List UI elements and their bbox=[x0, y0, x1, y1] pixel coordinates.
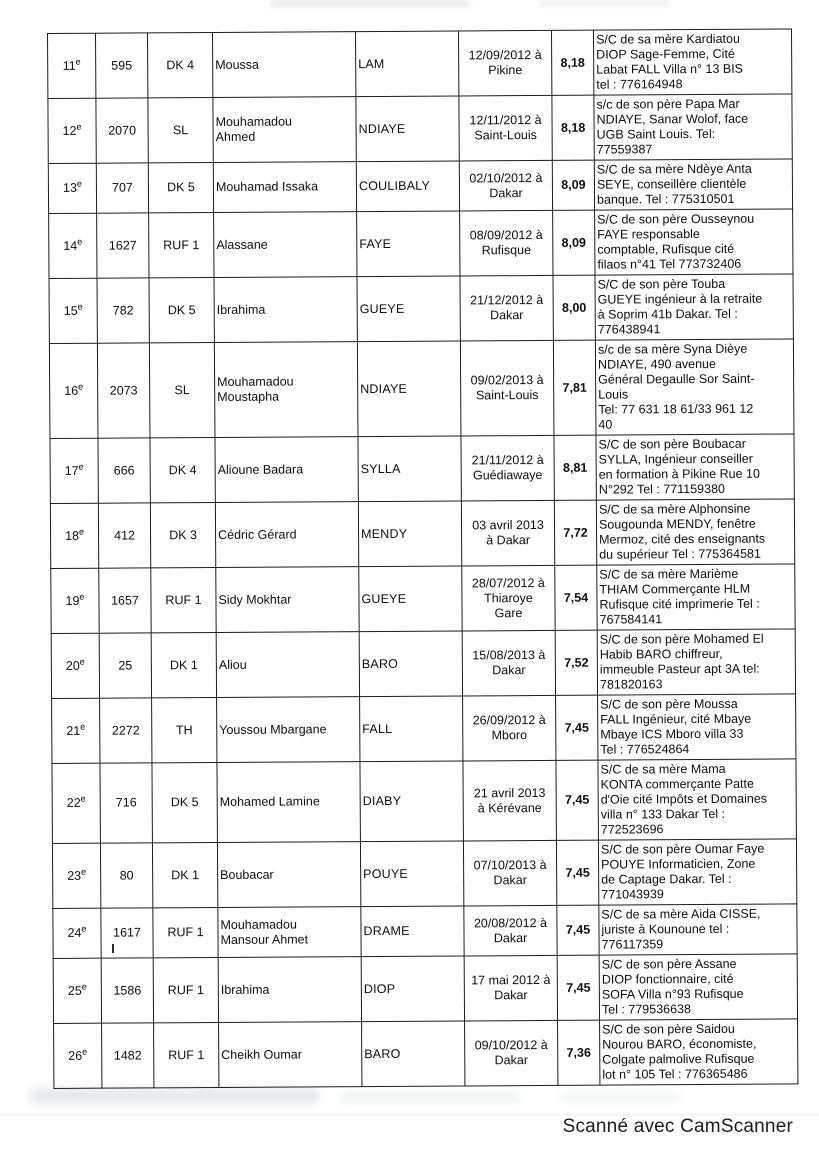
table-row bbox=[51, 629, 795, 699]
rank-value: 25 bbox=[67, 983, 82, 998]
candidates-results-table bbox=[47, 28, 798, 1089]
guardian-contact-cell: S/C de son père Oumar Faye POUYE Informaticien, Zone de Captage Dakar. Tel : 771043939 bbox=[598, 839, 796, 905]
rank-ordinal-suffix: e bbox=[78, 381, 84, 392]
score-cell: 7,45 bbox=[557, 905, 599, 955]
candidate-number-cell: 1586 bbox=[101, 958, 153, 1023]
table-body bbox=[48, 29, 798, 1089]
rank-cell bbox=[49, 278, 97, 343]
rank-ordinal-suffix: e bbox=[78, 526, 85, 537]
first-name-cell: Mohamed Lamine bbox=[217, 762, 360, 843]
scan-smudge bbox=[540, 0, 670, 6]
guardian-contact-cell: S/C de son père Moussa FALL Ingénieur, cité Mbaye Mbaye ICS Mboro villa 33 Tel : 776524864 bbox=[598, 694, 796, 760]
rank-value: 18 bbox=[65, 528, 80, 543]
last-name-cell: MENDY bbox=[358, 501, 461, 567]
first-name-cell: Mouhamadou Mansour Ahmet bbox=[218, 907, 361, 958]
rank-value: 26 bbox=[68, 1048, 83, 1063]
score-cell: 7,52 bbox=[555, 630, 597, 695]
last-name-cell: NDIAYE bbox=[356, 96, 459, 162]
scan-smudge bbox=[560, 1092, 680, 1101]
rank-ordinal-suffix: e bbox=[82, 1046, 88, 1057]
first-name-cell: Mouhamad Issaka bbox=[213, 162, 356, 213]
birth-date-place-cell: 09/10/2012 à Dakar bbox=[465, 1020, 558, 1086]
center-code-cell: SL bbox=[148, 97, 213, 162]
candidate-number-cell: 716 bbox=[100, 763, 152, 843]
score-cell: 7,45 bbox=[556, 695, 598, 760]
table-row bbox=[50, 499, 794, 569]
score-cell: 7,45 bbox=[556, 760, 598, 840]
center-code-cell: DK 4 bbox=[150, 437, 215, 502]
table-row bbox=[51, 564, 795, 634]
center-code-cell: DK 5 bbox=[152, 762, 217, 842]
first-name-cell: Aliou bbox=[216, 632, 359, 698]
guardian-contact-cell: S/C de sa mère Aida CISSE, juriste à Kounoune tel : 776117359 bbox=[599, 904, 797, 955]
candidate-number-cell: 412 bbox=[98, 503, 150, 568]
table-row bbox=[52, 694, 796, 764]
scan-smudge bbox=[340, 1092, 520, 1103]
last-name-cell: FAYE bbox=[357, 211, 460, 277]
last-name-cell: DIABY bbox=[360, 761, 463, 842]
rank-ordinal-suffix: e bbox=[76, 121, 82, 132]
table-row bbox=[52, 839, 796, 909]
rank-cell bbox=[50, 438, 98, 503]
score-cell: 7,54 bbox=[555, 565, 597, 630]
last-name-cell: SYLLA bbox=[358, 436, 461, 502]
rank-ordinal-suffix: e bbox=[77, 236, 83, 247]
scan-smudge bbox=[270, 0, 470, 7]
score-cell: 8,09 bbox=[552, 160, 594, 210]
scanned-page bbox=[47, 28, 797, 1089]
rank-cell bbox=[49, 213, 97, 278]
first-name-cell: Sidy Mokhtar bbox=[216, 567, 359, 633]
first-name-cell: Youssou Mbargane bbox=[217, 697, 360, 763]
rank-cell bbox=[51, 633, 99, 698]
center-code-cell: RUF 1 bbox=[154, 1022, 219, 1087]
guardian-contact-cell: S/C de son père Ousseynou FAYE responsable comptable, Rufisque cité filaos n°41 Tel 773732406 bbox=[595, 209, 793, 275]
center-code-cell: RUF 1 bbox=[149, 212, 214, 277]
center-code-cell: DK 3 bbox=[150, 502, 215, 567]
guardian-contact-cell: S/C de son père Touba GUEYE ingénieur à la retraite à Soprim 41b Dakar. Tel : 776438941 bbox=[595, 274, 793, 340]
rank-value: 22 bbox=[66, 795, 81, 810]
center-code-cell: DK 5 bbox=[148, 162, 213, 212]
rank-ordinal-suffix: e bbox=[81, 866, 87, 877]
table-row bbox=[53, 954, 797, 1024]
birth-date-place-cell: 09/02/2013 à Saint-Louis bbox=[460, 340, 554, 436]
candidate-number-cell: 80 bbox=[100, 843, 152, 908]
score-cell: 8,00 bbox=[553, 275, 595, 340]
rank-value: 12 bbox=[62, 123, 77, 138]
rank-value: 15 bbox=[63, 303, 78, 318]
table-row bbox=[49, 209, 793, 279]
score-cell: 7,45 bbox=[557, 955, 599, 1020]
score-cell: 7,81 bbox=[553, 340, 596, 435]
center-code-cell: TH bbox=[152, 697, 217, 762]
birth-date-place-cell: 12/11/2012 à Saint-Louis bbox=[459, 95, 552, 161]
birth-date-place-cell: 07/10/2013 à Dakar bbox=[463, 840, 556, 906]
candidate-number-cell: 1657 bbox=[99, 568, 151, 633]
rank-value: 16 bbox=[64, 383, 79, 398]
first-name-cell: Mouhamadou Moustapha bbox=[214, 342, 358, 438]
table-row bbox=[54, 1019, 798, 1089]
rank-value: 23 bbox=[67, 868, 82, 883]
birth-date-place-cell: 21/12/2012 à Dakar bbox=[460, 275, 553, 341]
score-cell: 8,81 bbox=[554, 435, 596, 500]
table-row bbox=[53, 904, 797, 959]
guardian-contact-cell: s/c de sa mère Syna Dièye NDIAYE, 490 avenue Général Degaulle Sor Saint- Louis Tel: 77 631 18 61/33 961 12 40 bbox=[595, 339, 794, 435]
last-name-cell: GUEYE bbox=[357, 276, 460, 342]
candidate-number-cell: 1482 bbox=[102, 1023, 154, 1088]
rank-ordinal-suffix: e bbox=[79, 656, 85, 667]
guardian-contact-cell: S/C de sa mère Alphonsine Sougounda MENDY, fenêtre Mermoz, cité des enseignants du supérieur Tel : 775364581 bbox=[596, 499, 794, 565]
last-name-cell: GUEYE bbox=[359, 566, 462, 632]
rank-value: 14 bbox=[63, 238, 78, 253]
rank-value: 13 bbox=[62, 180, 77, 195]
rank-ordinal-suffix: e bbox=[76, 178, 82, 189]
first-name-cell: Alassane bbox=[214, 212, 357, 278]
last-name-cell: FALL bbox=[360, 696, 463, 762]
center-code-cell: DK 1 bbox=[152, 842, 217, 907]
rank-ordinal-suffix: e bbox=[78, 461, 84, 472]
last-name-cell: DIOP bbox=[361, 956, 464, 1022]
rank-value: 11 bbox=[62, 58, 76, 73]
rank-ordinal-suffix: e bbox=[80, 721, 86, 732]
table-row bbox=[48, 29, 792, 99]
last-name-cell: DRAME bbox=[361, 906, 464, 957]
rank-value: 21 bbox=[66, 723, 81, 738]
guardian-contact-cell: S/C de sa mère Mama KONTA commerçante Patte d'Oie cité Impôts et Domaines villa n° 133 Dakar Tel : 772523696 bbox=[598, 759, 796, 840]
center-code-cell: SL bbox=[149, 342, 215, 437]
candidate-number-cell: 595 bbox=[96, 33, 148, 98]
rank-cell bbox=[48, 163, 96, 213]
birth-date-place-cell: 20/08/2012 à Dakar bbox=[464, 905, 557, 956]
last-name-cell: LAM bbox=[355, 31, 458, 97]
rank-ordinal-suffix: e bbox=[79, 591, 85, 602]
birth-date-place-cell: 21 avril 2013 à Kérévane bbox=[463, 760, 556, 841]
rank-ordinal-suffix: e bbox=[75, 56, 81, 67]
candidate-number-cell: 666 bbox=[98, 438, 150, 503]
birth-date-place-cell: 17 mai 2012 à Dakar bbox=[464, 955, 557, 1021]
rank-cell bbox=[53, 958, 101, 1023]
guardian-contact-cell: S/C de son père Boubacar SYLLA, Ingénieur conseiller en formation à Pikine Rue 10 N°292 Tel : 771159380 bbox=[596, 434, 794, 500]
center-code-cell: RUF 1 bbox=[153, 957, 218, 1022]
candidate-number-cell: 1627 bbox=[97, 213, 149, 278]
last-name-cell: BARO bbox=[362, 1021, 465, 1087]
guardian-contact-cell: s/c de son père Papa Mar NDIAYE, Sanar Wolof, face UGB Saint Louis. Tel: 77559387 bbox=[594, 94, 792, 160]
candidate-number-cell: 2070 bbox=[96, 98, 148, 163]
last-name-cell: BARO bbox=[359, 631, 462, 697]
birth-date-place-cell: 28/07/2012 à Thiaroye Gare bbox=[462, 565, 555, 631]
first-name-cell: Boubacar bbox=[217, 842, 360, 908]
center-code-cell: RUF 1 bbox=[153, 907, 218, 957]
rank-cell bbox=[54, 1023, 102, 1088]
score-cell: 7,45 bbox=[556, 840, 598, 905]
birth-date-place-cell: 26/09/2012 à Mboro bbox=[463, 695, 556, 761]
score-cell: 7,36 bbox=[558, 1020, 600, 1085]
rank-value: 20 bbox=[65, 658, 80, 673]
table-row bbox=[50, 434, 794, 504]
candidate-number-cell: 782 bbox=[97, 278, 149, 343]
center-code-cell: DK 5 bbox=[149, 277, 214, 342]
center-code-cell: DK 1 bbox=[151, 632, 216, 697]
guardian-contact-cell: S/C de sa mère Kardiatou DIOP Sage-Femme, Cité Labat FALL Villa n° 13 BIS tel : 776164948 bbox=[593, 29, 791, 95]
center-code-cell: DK 4 bbox=[148, 32, 213, 97]
birth-date-place-cell: 15/08/2013 à Dakar bbox=[462, 630, 555, 696]
rank-value: 24 bbox=[67, 925, 82, 940]
first-name-cell: Ibrahima bbox=[218, 957, 361, 1023]
table-row bbox=[49, 339, 794, 439]
scan-smudge bbox=[30, 1088, 320, 1104]
rank-ordinal-suffix: e bbox=[81, 923, 87, 934]
rank-cell bbox=[50, 503, 98, 568]
score-cell: 8,18 bbox=[552, 95, 594, 160]
guardian-contact-cell: S/C de sa mère Ndèye Anta SEYE, conseillère clientèle banque. Tel : 775310501 bbox=[594, 159, 792, 210]
table-row bbox=[49, 274, 793, 344]
birth-date-place-cell: 12/09/2012 à Pikine bbox=[458, 30, 551, 96]
candidate-number-cell: 25 bbox=[99, 633, 151, 698]
candidate-number-cell: 1617 bbox=[101, 908, 153, 958]
last-name-cell: NDIAYE bbox=[357, 341, 461, 437]
rank-cell bbox=[48, 98, 96, 163]
guardian-contact-cell: S/C de son père Saidou Nourou BARO, économiste, Colgate palmolive Rufisque lot n° 105 Tel : 776365486 bbox=[600, 1019, 798, 1085]
rank-ordinal-suffix: e bbox=[81, 981, 87, 992]
rank-cell bbox=[52, 698, 100, 763]
table-row bbox=[52, 759, 796, 844]
guardian-contact-cell: S/C de sa mère Marième THIAM Commerçante HLM Rufisque cité imprimerie Tel : 767584141 bbox=[597, 564, 795, 630]
rank-cell bbox=[52, 843, 100, 908]
score-cell: 7,72 bbox=[554, 500, 596, 565]
birth-date-place-cell: 02/10/2012 à Dakar bbox=[459, 160, 552, 211]
rank-cell bbox=[51, 568, 99, 633]
table-row bbox=[48, 94, 792, 164]
guardian-contact-cell: S/C de son père Mohamed El Habib BARO chiffreur, immeuble Pasteur apt 3A tel: 781820163 bbox=[597, 629, 795, 695]
first-name-cell: Alioune Badara bbox=[215, 437, 358, 503]
first-name-cell: Mouhamadou Ahmed bbox=[213, 97, 356, 163]
birth-date-place-cell: 08/09/2012 à Rufisque bbox=[460, 210, 553, 276]
birth-date-place-cell: 03 avril 2013 à Dakar bbox=[461, 500, 554, 566]
rank-ordinal-suffix: e bbox=[77, 301, 83, 312]
first-name-cell: Ibrahima bbox=[214, 277, 357, 343]
rank-cell bbox=[49, 343, 98, 438]
birth-date-place-cell: 21/11/2012 à Guédiawaye bbox=[461, 435, 554, 501]
center-code-cell: RUF 1 bbox=[151, 567, 216, 632]
candidate-number-cell: 2073 bbox=[97, 343, 150, 438]
table-row bbox=[48, 159, 792, 214]
first-name-cell: Cheikh Oumar bbox=[219, 1022, 362, 1088]
last-name-cell: POUYE bbox=[360, 841, 463, 907]
rank-cell bbox=[53, 908, 101, 958]
last-name-cell: COULIBALY bbox=[356, 161, 459, 212]
rank-value: 19 bbox=[65, 593, 80, 608]
first-name-cell: Moussa bbox=[212, 32, 355, 98]
first-name-cell: Cédric Gérard bbox=[215, 502, 358, 568]
camscanner-watermark: Scanné avec CamScanner bbox=[562, 1116, 793, 1137]
score-cell: 8,09 bbox=[553, 210, 595, 275]
rank-cell bbox=[52, 763, 100, 843]
candidate-number-cell: 707 bbox=[96, 163, 148, 213]
rank-cell bbox=[48, 33, 96, 98]
rank-ordinal-suffix: e bbox=[80, 793, 86, 804]
candidate-number-cell: 2272 bbox=[100, 698, 152, 763]
score-cell: 8,18 bbox=[551, 30, 593, 95]
guardian-contact-cell: S/C de son père Assane DIOP fonctionnaire, cité SOFA Villa n°93 Rufisque Tel : 779536638 bbox=[599, 954, 797, 1020]
rank-value: 17 bbox=[64, 463, 79, 478]
